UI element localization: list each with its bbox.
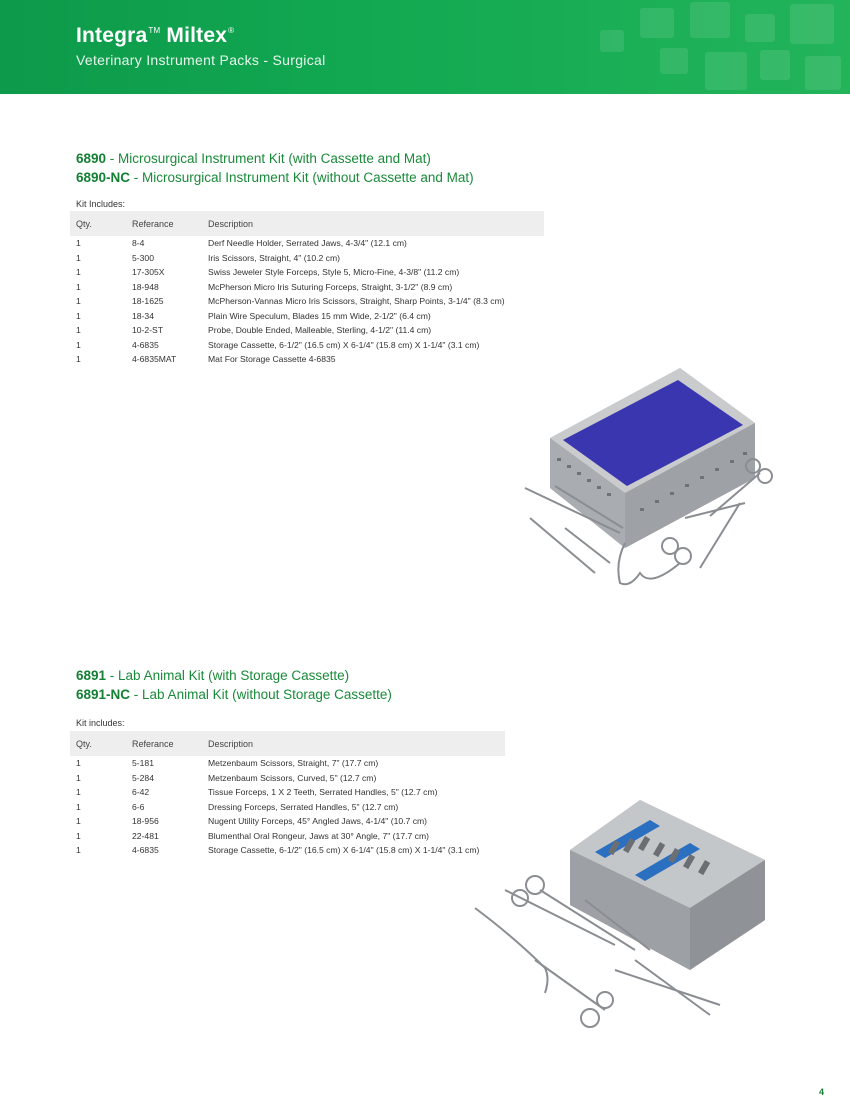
table-row — [70, 265, 544, 280]
kit2-title: 6891 - Lab Animal Kit (with Storage Cassette) 6891-NC - Lab Animal Kit (without Storage Cassette) — [76, 668, 392, 702]
table-row — [70, 814, 505, 829]
table-row — [70, 843, 505, 858]
kit2-photo — [465, 790, 775, 1030]
description-cell: Nugent Utility Forceps, 45° Angled Jaws, 4-1/4" (10.7 cm) — [208, 816, 428, 827]
qty-cell: 1 — [76, 787, 81, 798]
reference-cell: 6-42 — [132, 787, 150, 798]
qty-cell: 1 — [76, 758, 81, 769]
description-cell: Iris Scissors, Straight, 4" (10.2 cm) — [208, 252, 340, 263]
reference-cell: 22-481 — [132, 830, 159, 841]
qty-cell: 1 — [76, 325, 81, 336]
description-cell: Plain Wire Speculum, Blades 15 mm Wide, 2-1/2" (6.4 cm) — [208, 310, 431, 321]
table-row — [70, 785, 505, 800]
description-cell: Dressing Forceps, Serrated Handles, 5" (12.7 cm) — [208, 801, 399, 812]
kit2-includes-label: Kit includes: — [76, 718, 125, 728]
description-cell: Probe, Double Ended, Malleable, Sterling, 4-1/2" (11.4 cm) — [208, 325, 432, 336]
qty-cell: 1 — [76, 772, 81, 783]
reference-cell: 4-6835MAT — [132, 354, 177, 365]
page-subtitle: Veterinary Instrument Packs - Surgical — [76, 52, 326, 68]
description-cell: Mat For Storage Cassette 4-6835 — [208, 354, 336, 365]
reference-cell: 5-300 — [132, 252, 154, 263]
table-row — [70, 323, 544, 338]
qty-cell: 1 — [76, 816, 81, 827]
reference-cell: 6-6 — [132, 801, 145, 812]
description-cell: McPherson Micro Iris Suturing Forceps, Straight, 3-1/2" (8.9 cm) — [208, 281, 453, 292]
description-cell: Metzenbaum Scissors, Straight, 7" (17.7 cm) — [208, 758, 379, 769]
qty-cell: 1 — [76, 830, 81, 841]
description-cell: Storage Cassette, 6-1/2" (16.5 cm) X 6-1/4" (15.8 cm) X 1-1/4" (3.1 cm) — [208, 845, 480, 856]
table-row — [70, 309, 544, 324]
reference-cell: 4-6835 — [132, 845, 159, 856]
qty-cell: 1 — [76, 281, 81, 292]
col-description: Description — [202, 731, 505, 756]
table-row — [70, 756, 505, 771]
reference-cell: 8-4 — [132, 238, 145, 249]
reference-cell: 17-305X — [132, 267, 165, 278]
reference-cell: 10-2-ST — [132, 325, 164, 336]
description-cell: Swiss Jeweler Style Forceps, Style 5, Micro-Fine, 4-3/8" (11.2 cm) — [208, 267, 460, 278]
col-reference: Referance — [126, 211, 202, 236]
qty-cell: 1 — [76, 801, 81, 812]
table-row — [70, 338, 544, 353]
col-reference: Referance — [126, 731, 202, 756]
col-qty: Qty. — [70, 731, 126, 756]
kit2-table — [70, 731, 505, 858]
reference-cell: 18-948 — [132, 281, 159, 292]
qty-cell: 1 — [76, 354, 81, 365]
kit1-title: 6890 - Microsurgical Instrument Kit (with Cassette and Mat) 6890-NC - Microsurgical Instrument Kit (without Cassette and Mat) — [76, 151, 474, 185]
table-row — [70, 352, 544, 367]
qty-cell: 1 — [76, 296, 81, 307]
table-row — [70, 800, 505, 815]
description-cell: Tissue Forceps, 1 X 2 Teeth, Serrated Handles, 5" (12.7 cm) — [208, 787, 438, 798]
table-row — [70, 829, 505, 844]
qty-cell: 1 — [76, 845, 81, 856]
table-row — [70, 280, 544, 295]
description-cell: Metzenbaum Scissors, Curved, 5" (12.7 cm) — [208, 772, 377, 783]
col-description: Description — [202, 211, 544, 236]
table-row — [70, 236, 544, 251]
description-cell: Blumenthal Oral Rongeur, Jaws at 30° Angle, 7" (17.7 cm) — [208, 830, 429, 841]
kit1-photo — [515, 368, 785, 598]
qty-cell: 1 — [76, 252, 81, 263]
reference-cell: 4-6835 — [132, 339, 159, 350]
reference-cell: 5-181 — [132, 758, 154, 769]
kit1-table — [70, 211, 544, 367]
reference-cell: 18-1625 — [132, 296, 164, 307]
qty-cell: 1 — [76, 339, 81, 350]
table-row — [70, 771, 505, 786]
page-number: 4 — [819, 1087, 825, 1097]
reference-cell: 18-34 — [132, 310, 154, 321]
qty-cell: 1 — [76, 267, 81, 278]
col-qty: Qty. — [70, 211, 126, 236]
qty-cell: 1 — [76, 310, 81, 321]
table-row — [70, 251, 544, 266]
description-cell: Storage Cassette, 6-1/2" (16.5 cm) X 6-1/4" (15.8 cm) X 1-1/4" (3.1 cm) — [208, 339, 480, 350]
reference-cell: 18-956 — [132, 816, 159, 827]
kit1-includes-label: Kit Includes: — [76, 199, 126, 209]
header-banner — [0, 0, 850, 94]
description-cell: Derf Needle Holder, Serrated Jaws, 4-3/4" (12.1 cm) — [208, 238, 407, 249]
table-row — [70, 294, 544, 309]
reference-cell: 5-284 — [132, 772, 154, 783]
brand-logo: Integra™ Miltex® — [76, 24, 235, 47]
qty-cell: 1 — [76, 238, 81, 249]
description-cell: McPherson-Vannas Micro Iris Scissors, Straight, Sharp Points, 3-1/4" (8.3 cm) — [208, 296, 505, 307]
